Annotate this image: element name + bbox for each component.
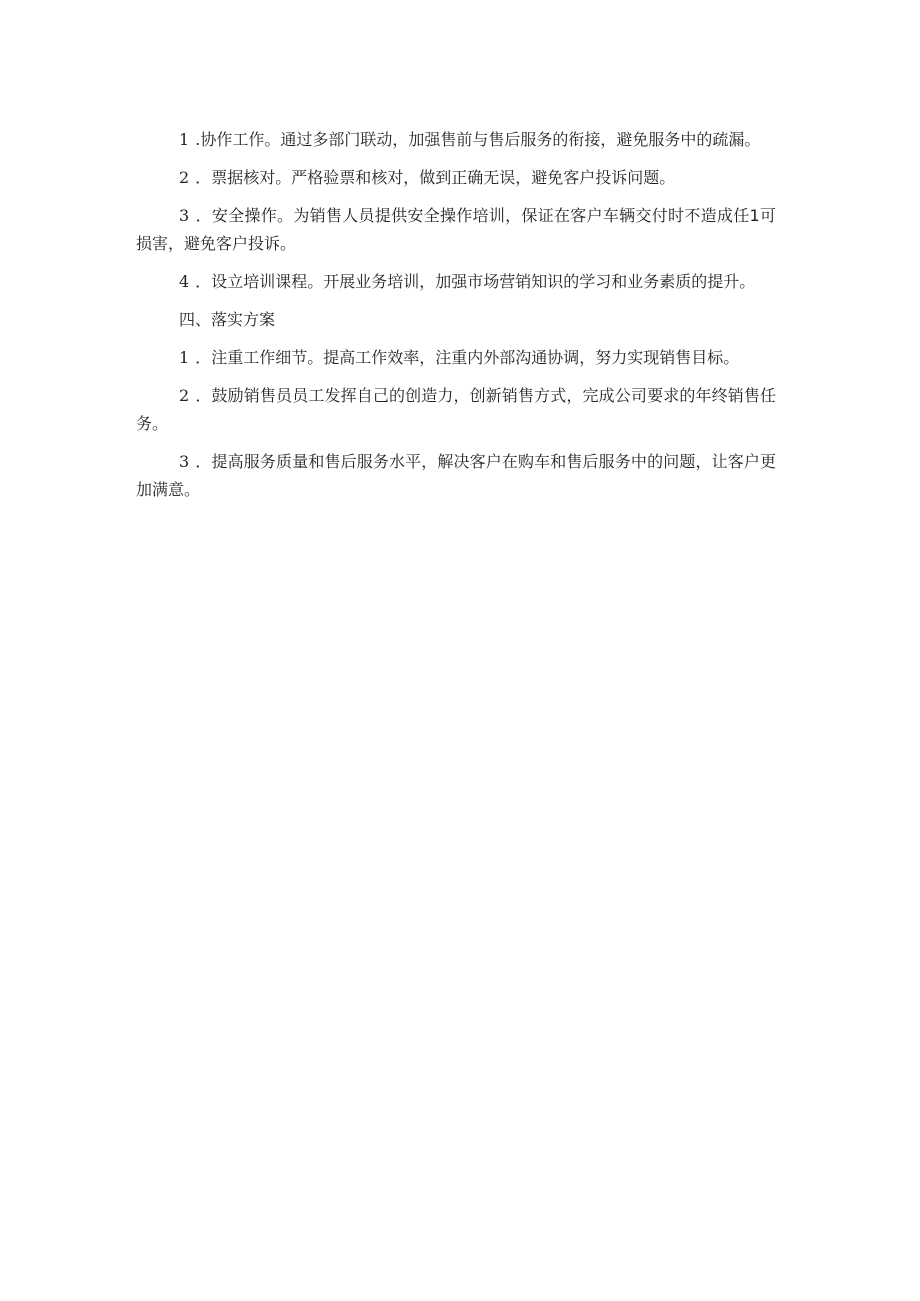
item-text: ．提高服务质量和售后服务水平，解决客户在购车和售后服务中的问题，让客户更加满意。 (136, 452, 776, 499)
item-number: 2 (179, 168, 191, 187)
item-text: ．鼓励销售员员工发挥自己的创造力，创新销售方式，完成公司要求的年终销售任务。 (136, 386, 776, 433)
item-text: ．票据核对。严格验票和核对，做到正确无误，避免客户投诉问题。 (195, 168, 676, 187)
list-item (136, 202, 776, 258)
item-number: 2 (179, 386, 191, 405)
list-item (136, 126, 776, 154)
item-text: ．设立培训课程。开展业务培训，加强市场营销知识的学习和业务素质的提升。 (195, 272, 756, 291)
item-number: 1 (179, 130, 191, 149)
item-number: 3 (179, 452, 191, 471)
item-number: 1 (179, 348, 191, 367)
document-body (136, 126, 776, 514)
list-item (136, 268, 776, 296)
list-item (136, 448, 776, 504)
list-item (136, 344, 776, 372)
item-text: ．安全操作。为销售人员提供安全操作培训，保证在客户车辆交付时不造成任1可损害，避免客户投诉。 (136, 206, 776, 253)
list-item (136, 382, 776, 438)
item-number: 3 (179, 206, 191, 225)
item-text: .协作工作。通过多部门联动，加强售前与售后服务的衔接，避免服务中的疏漏。 (195, 130, 761, 149)
section-heading: 四、落实方案 (179, 310, 276, 329)
list-item (136, 164, 776, 192)
item-number: 4 (179, 272, 191, 291)
item-text: ．注重工作细节。提高工作效率，注重内外部沟通协调，努力实现销售目标。 (195, 348, 740, 367)
